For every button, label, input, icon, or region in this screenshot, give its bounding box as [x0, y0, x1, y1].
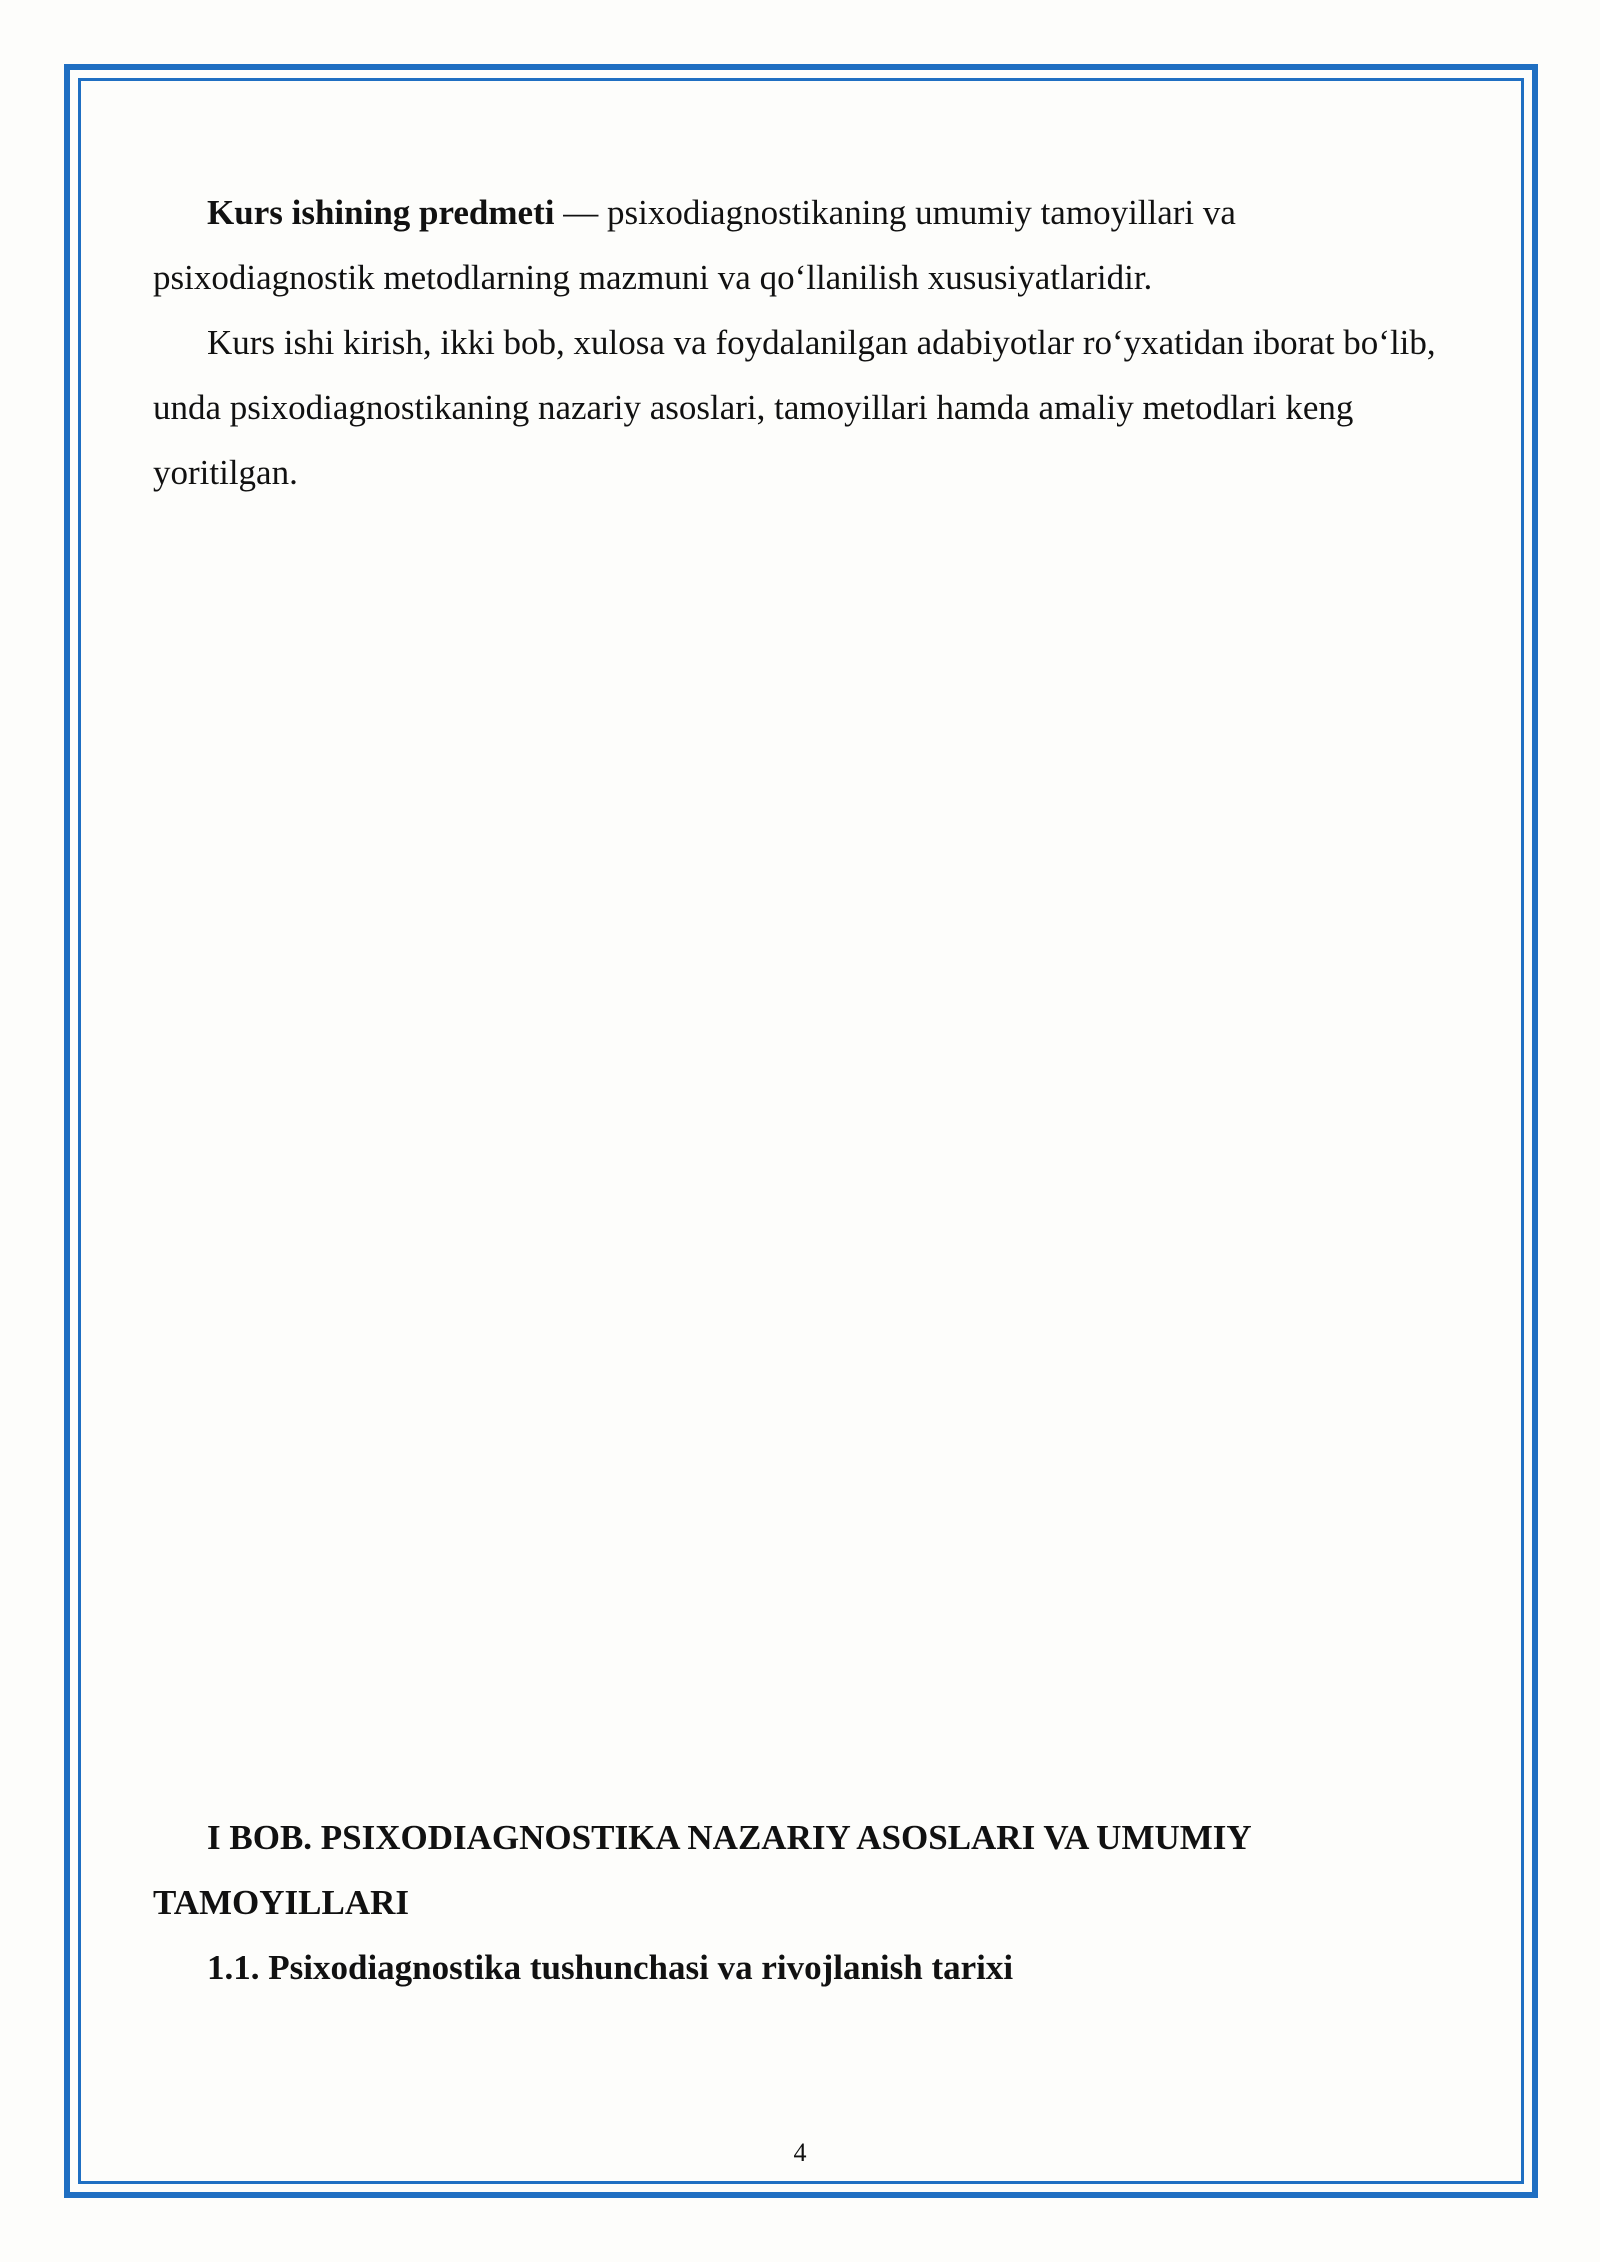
paragraph-structure: Kurs ishi kirish, ikki bob, xulosa va foydalanilgan adabiyotlar ro‘yxatidan iborat bo‘lib, unda psixodiagnostikaning nazariy asoslari, tamoyillari hamda amaliy metodlari keng yoritilgan. — [153, 323, 1436, 492]
page-number: 4 — [793, 2138, 807, 2167]
chapter-heading-block — [153, 1805, 1453, 2000]
paragraph-subject — [153, 180, 1453, 310]
section-heading: 1.1. Psixodiagnostika tushunchasi va rivojlanish tarixi — [207, 1948, 1014, 1987]
body-text — [153, 180, 1453, 505]
chapter-heading: I BOB. PSIXODIAGNOSTIKA NAZARIY ASOSLARI VA UMUMIY TAMOYILLARI — [153, 1818, 1251, 1922]
paragraph-subject-lead: Kurs ishining predmeti — [207, 193, 555, 232]
paragraph-subject-text: — psixodiagnostikaning umumiy tamoyillari va psixodiagnostik metodlarning mazmuni va qo‘llanilish xususiyatlaridir. — [153, 193, 1236, 297]
